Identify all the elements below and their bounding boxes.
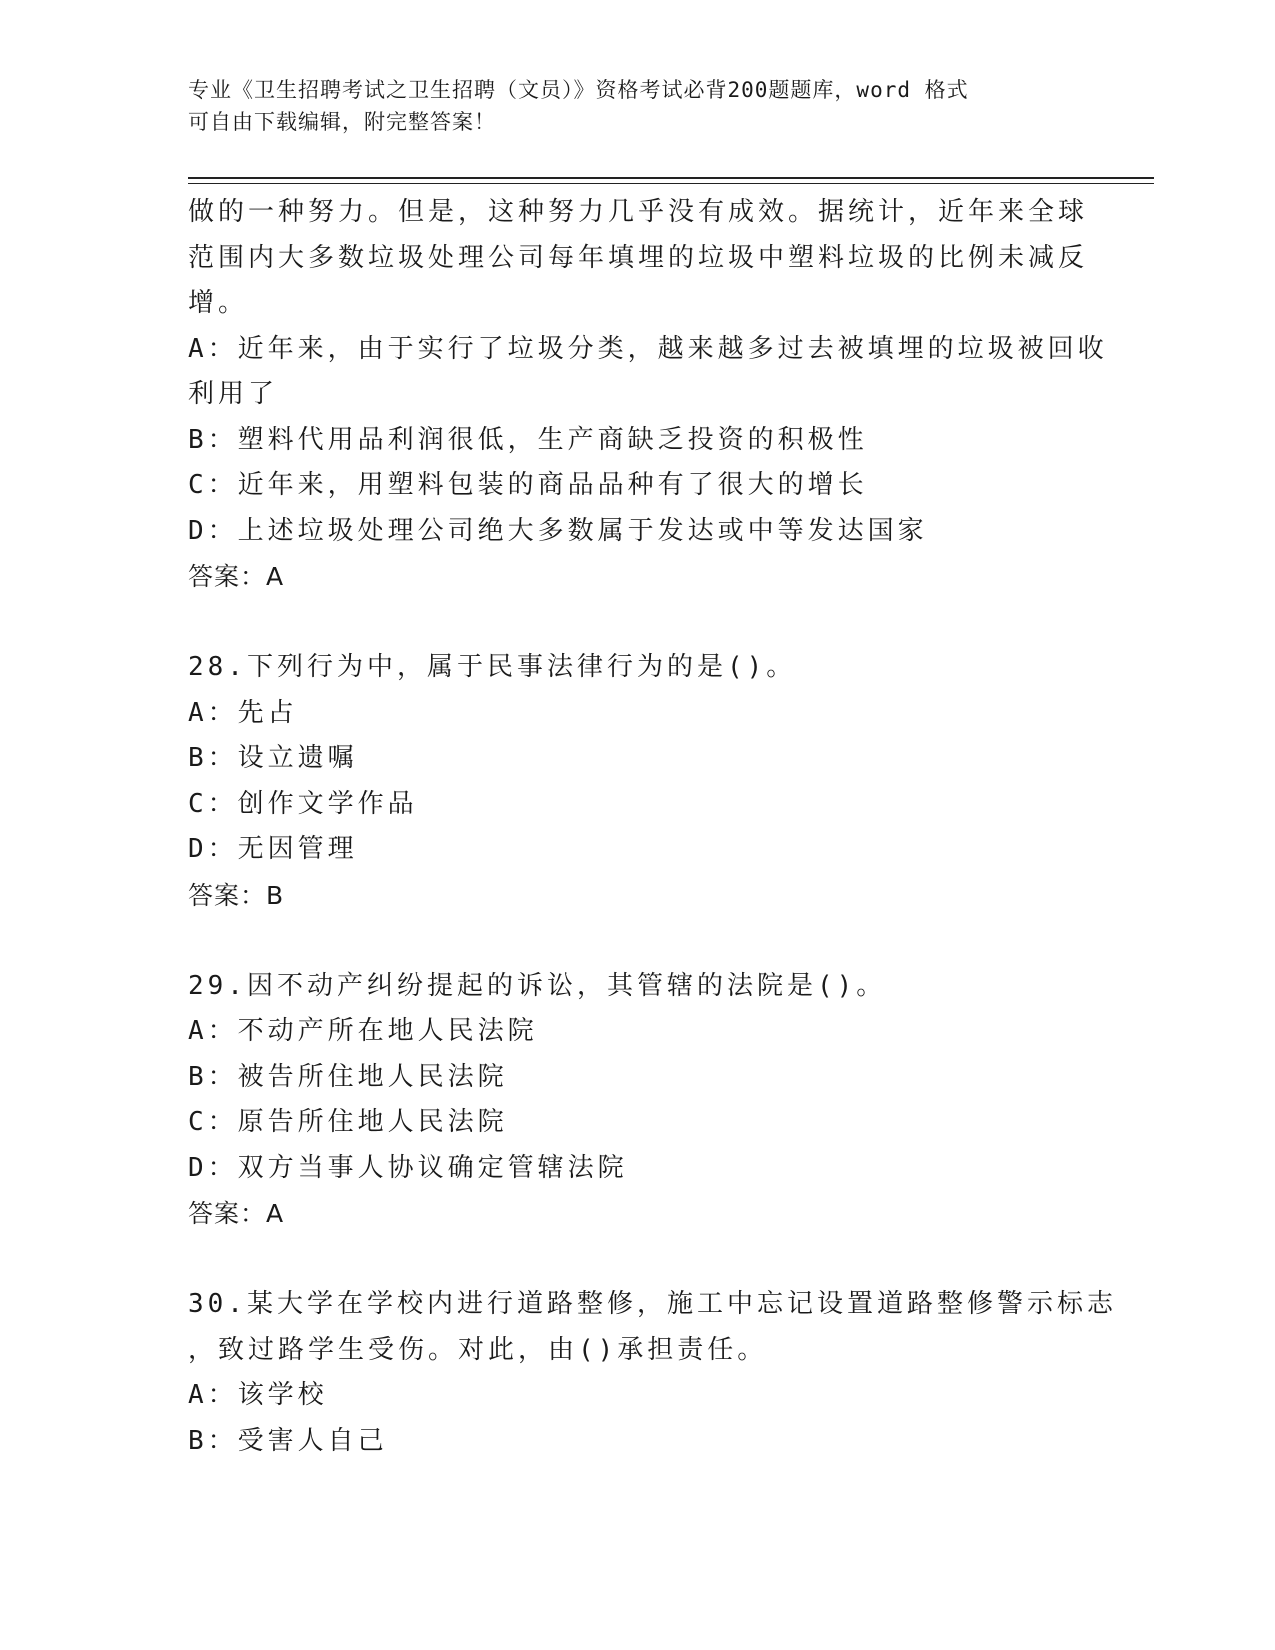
answer-line: 答案：B <box>188 880 285 910</box>
question-text-line: ，致过路学生受伤。对此，由()承担责任。 <box>188 1334 768 1365</box>
answer-line: 答案：A <box>188 562 285 591</box>
spacer <box>188 600 1088 646</box>
header-divider-thin <box>188 183 1154 184</box>
option-a: A：先占 <box>188 697 298 728</box>
question-text: 29.因不动产纠纷提起的诉讼，其管辖的法院是()。 <box>188 970 887 1001</box>
option-a: A：不动产所在地人民法院 <box>188 1016 538 1046</box>
answer-line: 答案：A <box>188 1199 285 1228</box>
document-body <box>188 190 1117 1464</box>
option-a-continued: 利用了 <box>188 379 279 409</box>
question-text: 28.下列行为中，属于民事法律行为的是()。 <box>188 652 797 682</box>
option-a: A：该学校 <box>188 1380 328 1410</box>
header-title-line-1: 专业《卫生招聘考试之卫生招聘（文员）》资格考试必背200题题库，word 格式 <box>188 78 969 102</box>
question-28 <box>188 645 1088 918</box>
question-text-line: 做的一种努力。但是，这种努力几乎没有成效。据统计，近年来全球 <box>188 197 1089 227</box>
question-text-line: 30.某大学在学校内进行道路整修，施工中忘记设置道路整修警示标志 <box>188 1289 1117 1319</box>
option-c: C：创作文学作品 <box>188 788 418 819</box>
question-30 <box>188 1282 1117 1464</box>
header-divider-thick <box>188 177 1154 179</box>
option-d: D：上述垃圾处理公司绝大多数属于发达或中等发达国家 <box>188 515 928 546</box>
spacer <box>188 1237 1088 1283</box>
option-b: B：受害人自己 <box>188 1425 388 1456</box>
spacer <box>188 918 1088 964</box>
question-29 <box>188 964 1088 1237</box>
option-d: D：双方当事人协议确定管辖法院 <box>188 1152 628 1183</box>
option-b: B：塑料代用品利润很低，生产商缺乏投资的积极性 <box>188 424 868 455</box>
option-b: B：设立遗嘱 <box>188 743 358 773</box>
question-text-line: 增。 <box>188 288 249 318</box>
document-header <box>188 74 1068 138</box>
option-a: A：近年来，由于实行了垃圾分类，越来越多过去被填埋的垃圾被回收 <box>188 333 1108 364</box>
option-d: D：无因管理 <box>188 834 358 864</box>
header-title-line-2: 可自由下载编辑，附完整答案！ <box>188 110 496 134</box>
option-c: C：原告所住地人民法院 <box>188 1107 508 1137</box>
question-text-line: 范围内大多数垃圾处理公司每年填埋的垃圾中塑料垃圾的比例未减反 <box>188 242 1089 273</box>
question-27-continued <box>188 190 1108 600</box>
option-c: C：近年来，用塑料包装的商品品种有了很大的增长 <box>188 470 868 500</box>
option-b: B：被告所住地人民法院 <box>188 1061 508 1092</box>
